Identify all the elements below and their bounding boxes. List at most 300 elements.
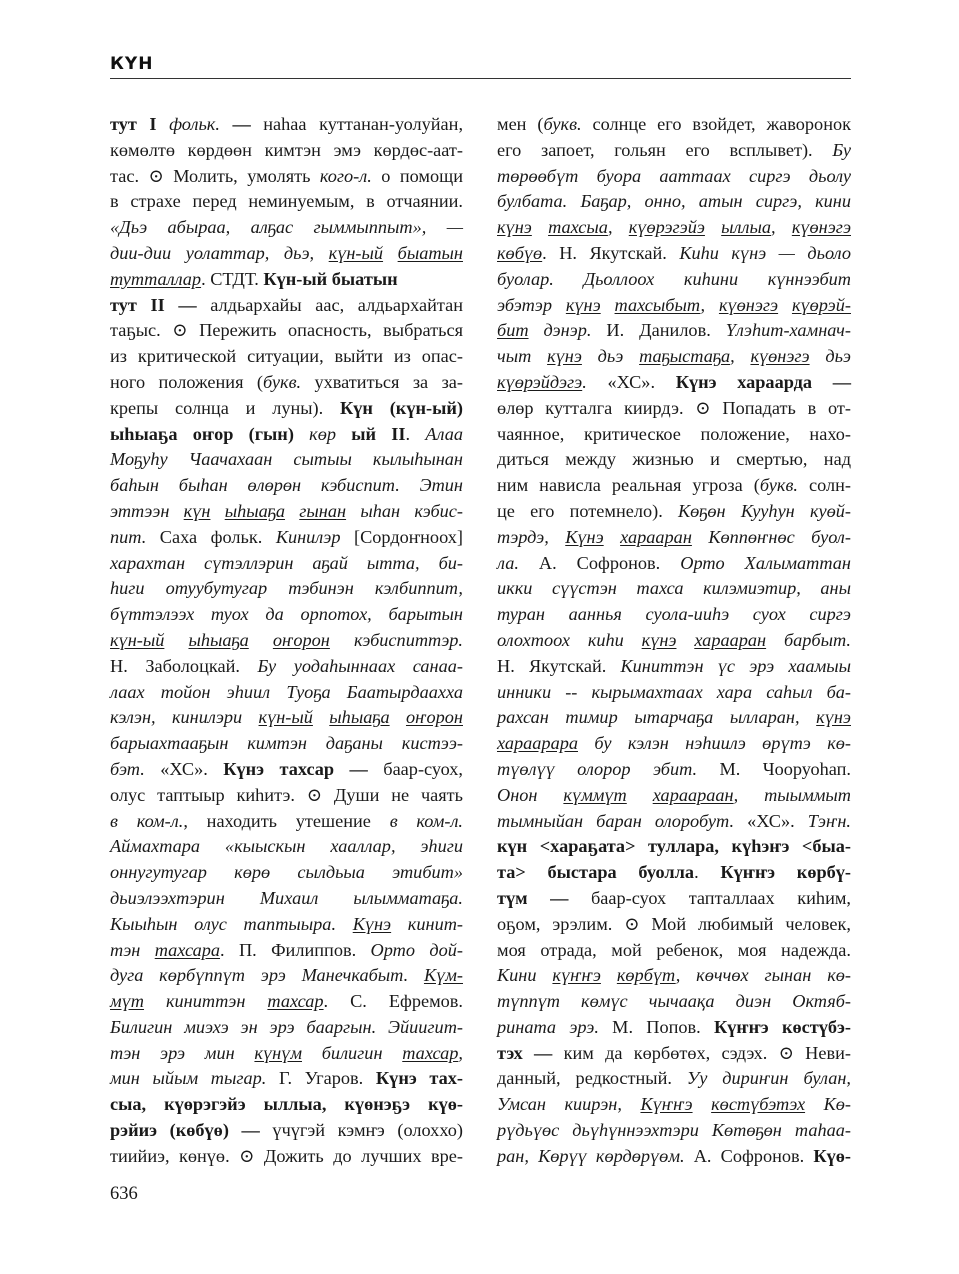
highlighted-phrase: күөнэгэ	[718, 294, 779, 315]
highlighted-phrase: бит	[497, 320, 529, 341]
highlighted-phrase: тахсыбыт	[614, 294, 701, 315]
text-run: М. Чооруоһап.	[697, 758, 851, 779]
running-headword: КҮН	[110, 54, 154, 74]
highlighted-phrase: оҥорон	[405, 707, 463, 728]
entry-term: —	[232, 114, 251, 134]
text-run	[601, 295, 615, 315]
text-line	[110, 293, 463, 319]
text-line	[497, 164, 851, 190]
text-run	[210, 501, 224, 521]
text-run: «ХС».	[734, 810, 808, 831]
highlighted-phrase: хараараан	[652, 784, 734, 805]
text-line	[110, 834, 463, 860]
text-run: харахтан сүтэллэрин аҕай ытта, би-	[110, 552, 463, 573]
highlighted-phrase: күөнэгэ	[750, 346, 810, 367]
highlighted-phrase: күнэ	[547, 346, 582, 367]
entry-term: тэх —	[497, 1042, 553, 1063]
text-run: Тэҥн.	[807, 810, 851, 831]
text-line	[110, 783, 463, 809]
entry-term: Күнэ тах-	[375, 1068, 464, 1089]
text-run: в страхе перед неминуемым, в отчаянии.	[110, 191, 463, 212]
text-run: Бу	[832, 139, 851, 160]
text-line	[497, 422, 851, 448]
text-run: тас. ⊙ Молить, умолять	[110, 165, 320, 186]
text-run: пит.	[110, 526, 147, 547]
highlighted-phrase: күнэ	[816, 707, 851, 728]
text-line	[497, 1092, 851, 1118]
text-line	[497, 1066, 851, 1092]
text-line	[110, 1092, 463, 1118]
text-run	[383, 243, 398, 263]
entry-term: Күө-	[813, 1145, 851, 1166]
text-run: кинит-	[391, 913, 463, 934]
text-run: баар-суох,	[367, 758, 463, 779]
text-run: букв.	[759, 475, 798, 496]
text-line	[110, 602, 463, 628]
text-run: кэлэн, кинилэри	[110, 707, 259, 728]
text-line	[497, 1041, 851, 1067]
entry-term: Күҥҥэ көрбү-	[720, 862, 851, 883]
highlighted-phrase: ыһыаҕа	[224, 500, 286, 521]
text-run: , находить утешение	[183, 810, 390, 831]
entry-term: Күн-ый быатын	[263, 268, 398, 289]
text-line	[497, 215, 851, 241]
text-line	[110, 989, 463, 1015]
text-run: Н. Заболоцкай.	[110, 655, 258, 676]
text-run: о помощи	[371, 165, 463, 186]
text-run: дуга көрбүппүт эрэ Манечкабыт.	[110, 965, 424, 986]
text-run: ран, Көрүү көрдөрүөм.	[497, 1145, 685, 1166]
text-run: в ком-л.	[389, 810, 463, 831]
text-run: эттээн	[110, 500, 184, 521]
text-run	[693, 1094, 712, 1114]
text-run: тэн	[110, 939, 155, 960]
text-run	[778, 295, 792, 315]
text-run: дьэ	[581, 346, 640, 367]
text-run: оҕом, эрэлим. ⊙ Мой любимый человек,	[497, 913, 851, 934]
text-line	[110, 447, 463, 473]
highlighted-phrase: күн	[183, 500, 211, 521]
page-number: 636	[110, 1184, 138, 1204]
text-run: дьиэлээхтэрин Михаил ылымматаҕа.	[110, 887, 463, 908]
text-run: из критической ситуации, выйти из опас-	[110, 346, 463, 367]
entry-term: тут I	[110, 114, 157, 134]
text-run: , тыыммыт	[733, 784, 851, 805]
highlighted-phrase: гынан	[299, 500, 347, 521]
text-run: Киһи күнэ — дьоло	[679, 242, 851, 263]
text-line	[110, 215, 463, 241]
highlighted-phrase: Күҥҥэ	[640, 1094, 693, 1115]
text-line	[497, 447, 851, 473]
entry-term: Күнэ хараарда —	[675, 371, 851, 392]
text-run: И. Данилов.	[591, 320, 726, 341]
text-run	[164, 630, 188, 650]
highlighted-phrase: харааран	[694, 629, 767, 650]
highlighted-phrase: мүт	[110, 991, 145, 1012]
text-run: крепы солнца и луны).	[110, 397, 340, 418]
text-run: көмөлтө көрдөөн кимтэн эмэ көрдөс-аат-	[110, 139, 463, 160]
text-run: . СТДТ.	[201, 268, 264, 289]
text-line	[497, 499, 851, 525]
text-run: ,	[730, 346, 751, 367]
text-run: Кинилэр	[275, 526, 341, 547]
highlighted-phrase: ыллыа	[721, 217, 772, 238]
highlighted-phrase: күн-ый	[110, 629, 165, 650]
text-line	[497, 189, 851, 215]
text-run: . П. Филиппов.	[220, 939, 371, 960]
text-line	[110, 576, 463, 602]
text-run: А. Софронов.	[518, 552, 681, 573]
text-run: Кини	[497, 965, 553, 986]
text-line	[497, 112, 851, 138]
highlighted-phrase: тахсар	[402, 1042, 459, 1063]
highlighted-phrase: тахсыа	[548, 217, 608, 238]
text-line	[110, 525, 463, 551]
text-run: киниттэн	[144, 991, 268, 1012]
highlighted-phrase: күнүм	[254, 1042, 302, 1063]
left-column	[110, 112, 463, 1170]
text-run: фольк.	[169, 114, 220, 134]
text-line	[497, 680, 851, 706]
highlighted-phrase: күҥҥэ	[552, 965, 601, 986]
text-run: «ХС».	[144, 758, 224, 779]
text-line	[110, 860, 463, 886]
text-line	[110, 680, 463, 706]
text-run: түппүт көмүс чычаақа диэн Октяб-	[497, 991, 851, 1012]
text-run: Г. Угаров.	[266, 1068, 376, 1089]
text-run	[532, 217, 548, 237]
highlighted-phrase: быатын	[397, 242, 463, 263]
text-line	[497, 809, 851, 835]
highlighted-phrase: ыһыаҕа	[188, 629, 249, 650]
text-run: ыһан кэбис-	[346, 500, 463, 521]
text-line	[497, 267, 851, 293]
highlighted-phrase: көрбүт	[616, 965, 676, 986]
text-run: [Сордоҥноох]	[340, 526, 463, 547]
text-run: . С. Ефремов.	[323, 991, 463, 1012]
text-line	[110, 267, 463, 293]
text-line	[110, 344, 463, 370]
text-run: .	[694, 862, 721, 883]
text-run	[336, 424, 351, 444]
text-line	[110, 757, 463, 783]
text-run: булбата. Баҕар, онно, атын сиргэ, кини	[497, 191, 851, 212]
text-line	[110, 963, 463, 989]
text-run: өлөр кутталга киирдэ. ⊙ Попадать в от-	[497, 397, 851, 418]
text-run: билигин	[302, 1042, 403, 1063]
text-line	[110, 499, 463, 525]
text-line	[110, 551, 463, 577]
text-run: дьэ	[809, 346, 851, 367]
text-run	[249, 630, 273, 650]
text-line	[110, 886, 463, 912]
text-run: Үлэһит-хамнач-	[725, 320, 851, 341]
text-line	[497, 1118, 851, 1144]
highlighted-phrase: күн-ый	[258, 707, 313, 728]
text-run: тэрдэ,	[497, 526, 566, 547]
highlighted-phrase: көбүө	[497, 242, 543, 263]
text-run: .	[582, 371, 587, 392]
text-run: диться между жизнью и смертью, над	[497, 449, 851, 470]
text-run: дэнэр.	[528, 320, 592, 341]
text-run	[676, 630, 694, 650]
text-run: Кыыһын олус таптыыра.	[110, 913, 353, 934]
text-run: букв.	[543, 114, 582, 134]
text-line	[110, 1118, 463, 1144]
highlighted-phrase: Күм-	[423, 965, 463, 986]
text-run: Алаа	[425, 423, 463, 444]
text-run: наһаа куттанан-уолуйан,	[250, 114, 464, 134]
text-run: олохтоох киһи	[497, 629, 642, 650]
text-run: мен (	[497, 114, 544, 134]
highlighted-phrase: Күнэ	[352, 913, 392, 934]
text-line	[497, 628, 851, 654]
text-run: Н. Якутскай.	[497, 655, 621, 676]
text-run: дии-дии уолаттар, дьэ,	[110, 242, 329, 263]
entry-term: күн <хараҕата> туллара, күһэҥэ <быа-	[497, 836, 851, 857]
text-run: ,	[458, 1042, 463, 1063]
text-run: тиийиэ, көнүө. ⊙ Дожить до лучших вре-	[110, 1145, 463, 1166]
text-run: «ХС».	[586, 371, 676, 392]
entry-term: рэйиэ (көбүө) —	[110, 1120, 260, 1141]
text-run: түөлүү олорор эбит.	[497, 758, 698, 779]
text-run: туран ааннья суола-ииһэ суох сиргэ	[497, 604, 851, 625]
text-run: бэт.	[110, 758, 145, 779]
highlighted-phrase: хараарара	[497, 733, 578, 754]
text-run: бүттэлээх туох да орпотох, барытын	[110, 604, 463, 625]
text-run: М. Попов.	[598, 1016, 715, 1037]
text-line	[497, 551, 851, 577]
text-run: Онон	[497, 784, 564, 805]
header-rule	[110, 78, 851, 79]
text-run: Аймахтара «кыыскын хааллар, эһиги	[110, 836, 463, 857]
text-run	[601, 965, 617, 985]
text-run: Саха фольк.	[146, 526, 276, 547]
text-line	[497, 525, 851, 551]
highlighted-phrase: ыһыаҕа	[329, 707, 390, 728]
text-line	[497, 396, 851, 422]
text-line	[110, 654, 463, 680]
highlighted-phrase: күнэ	[497, 217, 532, 238]
highlighted-phrase: күнэ	[641, 629, 677, 650]
text-run: букв.	[262, 371, 302, 392]
highlighted-phrase: күөрэй-	[791, 294, 851, 315]
text-line	[497, 138, 851, 164]
text-run: кэбиспиттэр.	[329, 629, 464, 650]
text-line	[110, 241, 463, 267]
text-line	[110, 1041, 463, 1067]
text-line	[497, 602, 851, 628]
text-run: рүдьүөс дьүһүннээхтэри Көтөҕөн таһаа-	[497, 1120, 851, 1141]
text-run: чаянное, критическое положение, нахо-	[497, 423, 851, 444]
entry-term: түм —	[497, 887, 569, 908]
text-line	[110, 731, 463, 757]
text-line	[110, 138, 463, 164]
text-run: ла.	[497, 552, 519, 573]
text-line	[110, 318, 463, 344]
text-line	[497, 938, 851, 964]
text-run: олус таптыыр киһитэ. ⊙ Души не чаять	[110, 784, 463, 805]
text-run: үчүгэй кэмҥэ (олоххо)	[259, 1120, 463, 1141]
highlighted-phrase: күөрэгэйэ	[628, 217, 705, 238]
text-line	[497, 241, 851, 267]
entry-term: Күнэ тахсар —	[223, 758, 368, 779]
text-line	[497, 344, 851, 370]
text-line	[110, 912, 463, 938]
text-run	[294, 424, 309, 444]
text-line	[497, 963, 851, 989]
text-line	[110, 809, 463, 835]
text-run	[220, 114, 233, 134]
text-run: буолар. Дьоллоох киһини күннээбит	[497, 268, 851, 289]
text-line	[497, 912, 851, 938]
text-run: . Н. Якутскай.	[542, 242, 680, 263]
text-line	[497, 731, 851, 757]
highlighted-phrase: тутталлар	[110, 268, 202, 289]
text-run: ,	[607, 217, 629, 238]
text-run	[627, 785, 653, 805]
text-line	[497, 473, 851, 499]
text-run	[157, 114, 170, 134]
text-run: .	[405, 423, 426, 444]
text-line	[497, 370, 851, 396]
text-run: рахсан тимир ытарчаҕа ылларан,	[497, 707, 817, 728]
text-run: ,	[700, 294, 719, 315]
text-line	[497, 318, 851, 344]
text-run: кого-л.	[319, 165, 372, 186]
text-run: алдьархайы аас, алдьархайтан	[196, 294, 463, 315]
highlighted-phrase: күөнэгэ	[791, 217, 851, 238]
text-line	[497, 1144, 851, 1170]
text-run: данный, редкостный.	[497, 1068, 687, 1089]
text-run	[390, 707, 406, 727]
text-run: Умсан киирэн,	[497, 1094, 641, 1115]
text-run: тымныйан баран олоробут.	[497, 810, 735, 831]
text-run: А. Софронов.	[684, 1145, 814, 1166]
entry-term: ыһыаҕа оҥор (гын)	[110, 423, 294, 444]
text-run: лаах тойон эһиил Туоҕа Баатырдаахха	[110, 681, 463, 702]
text-run: икки сүүстэн тахса килэмиэтир, аны	[497, 578, 851, 599]
text-run: ного положения (	[110, 371, 263, 392]
text-run: һиги отуубутугар тэбинэн кэлбиппит,	[110, 578, 463, 599]
entry-term: Күн (күн-ый)	[339, 397, 463, 418]
text-run	[313, 707, 329, 727]
text-run: ним нависла реальная угроза (	[497, 475, 760, 496]
text-line	[497, 886, 851, 912]
text-run: ким да көрбөтөх, сэдэх. ⊙ Неви-	[552, 1042, 851, 1063]
text-run: солн-	[797, 475, 851, 496]
text-run: Билигин миэхэ эн эрэ бааргын. Эйиигит-	[110, 1016, 463, 1037]
text-run: чыт	[497, 346, 548, 367]
text-line	[110, 396, 463, 422]
text-line	[497, 293, 851, 319]
text-line	[110, 705, 463, 731]
highlighted-phrase: таҕыстаҕа	[639, 346, 731, 367]
highlighted-phrase: харааран	[620, 526, 692, 547]
text-run: ,	[771, 217, 792, 238]
text-line	[110, 1066, 463, 1092]
text-run	[705, 217, 721, 237]
text-run: көр	[309, 423, 337, 444]
text-line	[110, 1015, 463, 1041]
highlighted-phrase: Күнэ	[565, 526, 604, 547]
text-run: Киниттэн үс эрэ хаамыы	[620, 655, 851, 676]
text-run: тэн эрэ мин	[110, 1042, 255, 1063]
entry-term: Күҥҥэ көстүбэ-	[714, 1016, 851, 1037]
text-line	[497, 989, 851, 1015]
text-line	[110, 473, 463, 499]
text-line	[110, 938, 463, 964]
text-line	[110, 370, 463, 396]
highlighted-phrase: күн-ый	[328, 242, 384, 263]
text-run: төрөөбүт буора ааттаах сиргэ дьолу	[497, 165, 851, 186]
entry-term: та> быстара буолла	[497, 862, 695, 883]
text-run: Кө-	[805, 1094, 851, 1115]
text-run: оннугутугар көрө сылдьыа этибит»	[110, 862, 463, 883]
text-run: солнце его взойдет, жаворонок	[581, 114, 851, 134]
highlighted-phrase: көстүбэтэх	[711, 1094, 806, 1115]
highlighted-phrase: күөрэйдэгэ	[497, 371, 583, 392]
text-line	[110, 112, 463, 138]
text-run	[604, 527, 620, 547]
highlighted-phrase: күммүт	[563, 784, 627, 805]
text-line	[497, 860, 851, 886]
highlighted-phrase: оҥорон	[272, 629, 330, 650]
text-line	[110, 1144, 463, 1170]
entry-term: тут II —	[110, 294, 197, 315]
text-run: Көппөҥнөс буол-	[691, 526, 851, 547]
text-run: баар-суох тапталлаах киһим,	[568, 887, 851, 908]
text-run: барыахтааҕын кимтэн даҕаны кистээ-	[110, 733, 463, 754]
text-run: Уу дириҥин булан,	[686, 1068, 851, 1089]
text-run	[285, 501, 299, 521]
text-line	[110, 422, 463, 448]
text-run: Орто Халыматтан	[680, 552, 851, 573]
text-run: его запоет, гольян его всплывет).	[497, 139, 833, 160]
text-run: «Дьэ абыраа, алҕас гыммыппыт», —	[110, 217, 463, 238]
text-line	[497, 783, 851, 809]
text-run: таҕыс. ⊙ Пережить опасность, выбраться	[110, 320, 463, 341]
right-column	[497, 112, 851, 1170]
highlighted-phrase: тахсар	[267, 991, 324, 1012]
entry-term: сыа, күөрэгэйэ ыллыа, күөнэҕэ күө-	[110, 1094, 463, 1115]
highlighted-phrase: тахсара	[154, 939, 221, 960]
text-line	[497, 576, 851, 602]
text-run: инники -- кырымахтаах хара саһыл ба-	[497, 681, 851, 702]
text-run: барбыт.	[766, 629, 851, 650]
text-run: ухватиться за за-	[301, 371, 463, 392]
text-run: Бу уодаһыннаах санаа-	[257, 655, 463, 676]
text-line	[497, 757, 851, 783]
text-run: Орто дой-	[370, 939, 463, 960]
text-run: це его потемнело).	[497, 500, 679, 521]
text-line	[497, 1015, 851, 1041]
text-run: баһын быһан өлөрөн кэбиспит. Этин	[110, 475, 463, 496]
text-run: рината эрэ.	[497, 1016, 599, 1037]
text-run: моя отрада, мой ребенок, моя надежда.	[497, 939, 851, 960]
text-run: Көҕөн Кууһун куөй-	[678, 500, 851, 521]
text-run: бу кэлэн нэһиилэ өрүтэ кө-	[578, 733, 851, 754]
text-line	[497, 705, 851, 731]
text-line	[110, 189, 463, 215]
text-line	[110, 628, 463, 654]
highlighted-phrase: күнэ	[565, 294, 601, 315]
text-run: эбэтэр	[497, 294, 566, 315]
text-run: , көччөх гынан кө-	[675, 965, 851, 986]
text-line	[110, 164, 463, 190]
text-line	[497, 834, 851, 860]
text-run: Моҕуһу Чаачахаан сытыы кылыһынан	[110, 449, 463, 470]
